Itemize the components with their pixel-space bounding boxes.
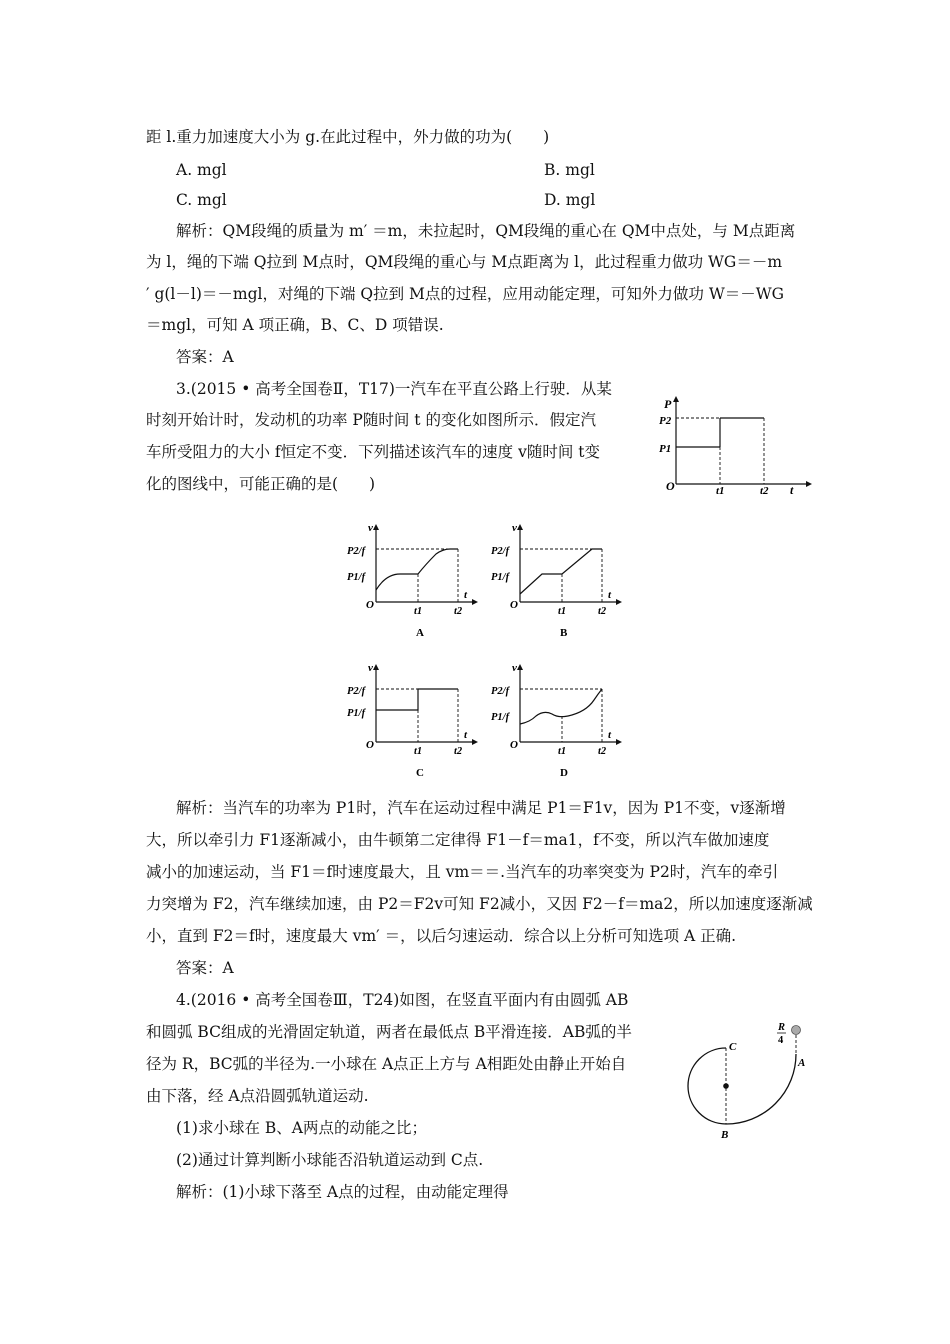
track-figure xyxy=(686,1020,822,1140)
graph-a-x-axis: t xyxy=(464,589,468,601)
q2-analysis-line: ＝mgl，可知 A 项正确，B、C、D 项错误. xyxy=(146,316,444,334)
graph-a-tick-t1: t1 xyxy=(414,606,423,617)
q4-stem-line: 径为 R，BC弧的半径为.一小球在 A点正上方与 A相距处由静止开始自 xyxy=(146,1055,627,1073)
q2-analysis-line: ′ g(l－l)＝－mgl，对绳的下端 Q拉到 M点的过程，应用动能定理，可知外力做功 W＝－WG xyxy=(146,285,785,303)
option-label-b: B xyxy=(560,627,568,639)
graph-a-origin: O xyxy=(366,599,374,611)
graph-b-curve xyxy=(520,549,602,594)
graph-b-y-axis: v xyxy=(512,522,517,534)
graph-b-tick-t1: t1 xyxy=(558,606,567,617)
q4-stem-line: 由下落，经 A点沿圆弧轨道运动. xyxy=(146,1087,369,1105)
graph-d-tick-t1: t1 xyxy=(558,746,567,757)
q2-choice-d: D. mgl xyxy=(544,191,596,209)
q3-answer: 答案：A xyxy=(176,959,234,977)
graph-d-tick-p2f: P2/f xyxy=(491,686,510,697)
label-a: A xyxy=(798,1057,806,1069)
q3-analysis-line: 减小的加速运动，当 F1＝f时速度最大，且 vm＝＝.当汽车的功率突变为 P2时，汽车的牵引 xyxy=(146,863,779,881)
graph-c-origin: O xyxy=(366,739,374,751)
graph-a-curve xyxy=(376,549,458,590)
q3-stem-line: 车所受阻力的大小 f恒定不变．下列描述该汽车的速度 v随时间 t变 xyxy=(146,443,601,461)
graph-c-tick-p2f: P2/f xyxy=(347,686,366,697)
q3-analysis-line: 小，直到 F2＝f时，速度最大 vm′ ＝，以后匀速运动．综合以上分析可知选项 A 正确. xyxy=(146,927,737,945)
q4-stem-line: 4.(2016 • 高考全国卷Ⅲ，T24)如图，在竖直平面内有由圆弧 AB xyxy=(176,991,629,1009)
graph-d-origin: O xyxy=(510,739,518,751)
option-label-c: C xyxy=(416,767,424,779)
q2-choice-c: C. mgl xyxy=(176,191,227,209)
height-frac-num: R xyxy=(778,1022,786,1033)
graph-c-tick-t1: t1 xyxy=(414,746,423,757)
q3-stem-line: 化的图线中，可能正确的是( ) xyxy=(146,475,376,493)
pt-tick-p1: P1 xyxy=(659,443,672,455)
option-graph-a xyxy=(346,518,486,642)
power-time-graph xyxy=(656,394,816,496)
q3-stem-line: 时刻开始计时，发动机的功率 P随时间 t 的变化如图所示．假定汽 xyxy=(146,411,596,429)
graph-a-tick-t2: t2 xyxy=(454,606,463,617)
graph-a-tick-p2f: P2/f xyxy=(347,546,366,557)
graph-b-x-axis: t xyxy=(608,589,612,601)
q4-stem-line: 和圆弧 BC组成的光滑固定轨道，两者在最低点 B平滑连接．AB弧的半 xyxy=(146,1023,632,1041)
graph-a-tick-p1f: P1/f xyxy=(347,572,366,583)
q3-analysis-line: 大，所以牵引力 F1逐渐减小，由牛顿第二定律得 F1－f＝ma1，f不变，所以汽车做加速度 xyxy=(146,831,770,849)
q2-choice-b: B. mgl xyxy=(544,161,595,179)
graph-b-origin: O xyxy=(510,599,518,611)
graph-c-x-axis: t xyxy=(464,729,468,741)
graph-d-curve xyxy=(520,689,602,724)
graph-c-tick-t2: t2 xyxy=(454,746,463,757)
graph-b-tick-p1f: P1/f xyxy=(491,572,510,583)
track-arc xyxy=(688,1048,796,1124)
q2-analysis-line: 为 l，绳的下端 Q拉到 M点时，QM段绳的重心与 M点距离为 l，此过程重力做功 WG＝－m xyxy=(146,253,783,271)
graph-c-tick-p1f: P1/f xyxy=(347,708,366,719)
pt-x-axis-label: t xyxy=(790,483,794,496)
q2-choice-a: A. mgl xyxy=(176,161,227,179)
height-frac-den: 4 xyxy=(778,1035,784,1046)
pt-tick-p2: P2 xyxy=(659,415,672,427)
graph-c-curve xyxy=(376,689,458,710)
q2-answer: 答案：A xyxy=(176,348,234,366)
pt-y-axis-label: P xyxy=(664,397,672,411)
option-label-d: D xyxy=(560,767,568,779)
q3-analysis-line: 解析：当汽车的功率为 P1时，汽车在运动过程中满足 P1＝F1v，因为 P1不变，v逐渐增 xyxy=(176,799,786,817)
graph-a-y-axis: v xyxy=(368,522,373,534)
q4-sub-question: (1)求小球在 B、A两点的动能之比； xyxy=(176,1119,427,1137)
q4-sub-question: (2)通过计算判断小球能否沿轨道运动到 C点. xyxy=(176,1151,484,1169)
label-b: B xyxy=(721,1129,729,1140)
option-label-a: A xyxy=(416,627,424,639)
pt-tick-t2: t2 xyxy=(760,485,769,496)
pt-tick-t1: t1 xyxy=(716,485,725,496)
ball xyxy=(792,1026,801,1035)
pt-origin-label: O xyxy=(666,479,675,493)
graph-b-tick-p2f: P2/f xyxy=(491,546,510,557)
q2-stem-tail: 距 l.重力加速度大小为 g.在此过程中，外力做的功为( ) xyxy=(146,128,550,146)
graph-c-y-axis: v xyxy=(368,662,373,674)
graph-d-x-axis: t xyxy=(608,729,612,741)
graph-b-tick-t2: t2 xyxy=(598,606,607,617)
q4-analysis: 解析：(1)小球下落至 A点的过程，由动能定理得 xyxy=(176,1183,509,1201)
option-graph-b xyxy=(490,518,630,642)
graph-d-tick-p1f: P1/f xyxy=(491,712,510,723)
option-graph-d xyxy=(490,658,630,782)
graph-d-tick-t2: t2 xyxy=(598,746,607,757)
graph-d-y-axis: v xyxy=(512,662,517,674)
q3-analysis-line: 力突增为 F2，汽车继续加速，由 P2＝F2v可知 F2减小，又因 F2－f＝ma2，所以加速度逐渐减 xyxy=(146,895,813,913)
q3-stem-line: 3.(2015 • 高考全国卷Ⅱ，T17)一汽车在平直公路上行驶．从某 xyxy=(176,380,612,398)
option-graph-c xyxy=(346,658,486,782)
arc-center-dot xyxy=(723,1083,729,1089)
q2-analysis-line: 解析：QM段绳的质量为 m′ ＝m，未拉起时，QM段绳的重心在 QM中点处，与 M点距离 xyxy=(176,222,796,240)
label-c: C xyxy=(729,1041,737,1053)
